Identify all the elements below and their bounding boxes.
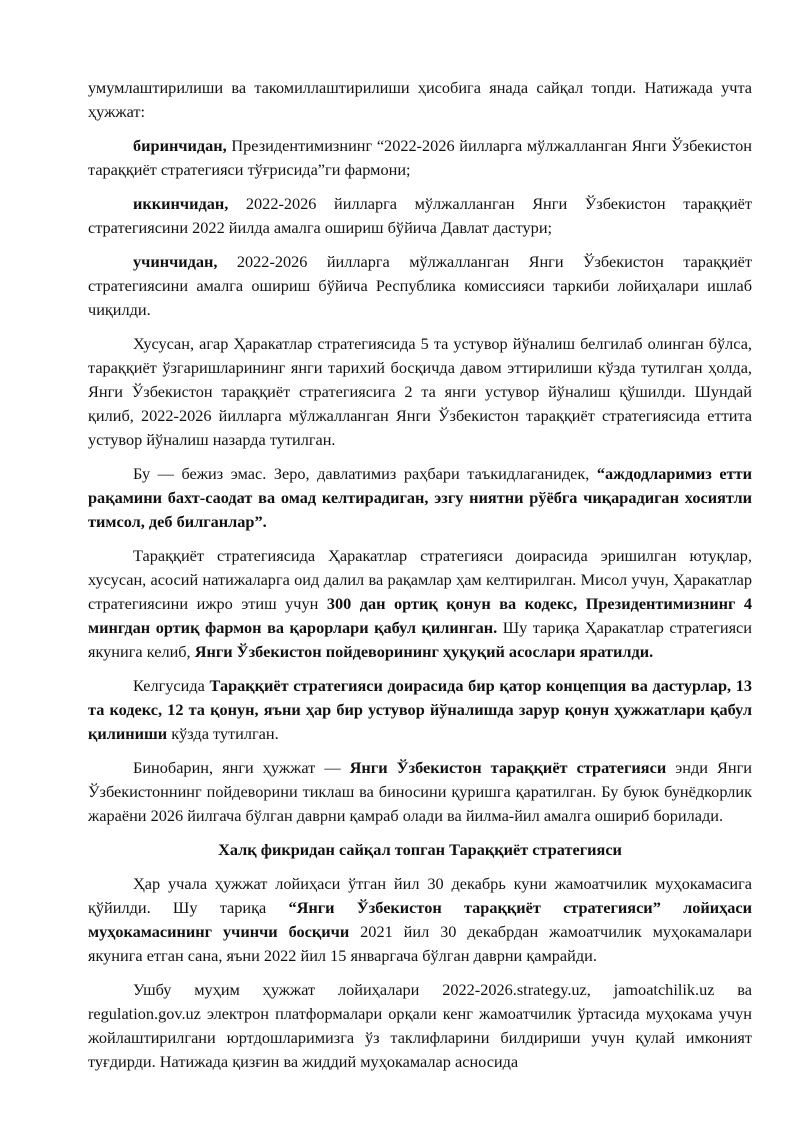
text-run: Ушбу муҳим ҳужжат лойиҳалари 2022-2026.strategy.uz, jamoatchilik.uz ва regulation.gov.uz электрон платформалари орқали кенг жамоатчилик ўртасида муҳокама учун жойлаштирилгани юртдошларимизга ўз таклифларини билдириши учун қулай имконият туғдирди. Натижада қизғин ва жиддий муҳокамалар асносида bbox=[88, 980, 752, 1071]
text-run: 2021 йил 30 декабрдан жамоатчилик муҳокамалари якунига етган сана, яъни 2022 йил 15 январгача бўлган даврни қамрайди. bbox=[88, 922, 752, 965]
text-run: 2022-2026 йилларга мўлжалланган Янги Ўзбекистон тараққиёт стратегиясини амалга ошириш бўйича Республика комиссияси таркиби лойиҳалари ишлаб чиқилди. bbox=[88, 252, 752, 319]
paragraph bbox=[88, 756, 752, 828]
bold-text: “Янги Ўзбекистон тараққиёт стратегияси” лойиҳаси муҳокамасининг учинчи босқичи bbox=[88, 898, 752, 941]
paragraph bbox=[88, 332, 752, 452]
bold-text: иккинчидан, bbox=[133, 194, 229, 213]
text-run: Ҳар учала ҳужжат лойиҳаси ўтган йил 30 декабрь куни жамоатчилик муҳокамасига қўйилди. Шу тариқа bbox=[88, 874, 752, 917]
text-run: Бинобарин, янги ҳужжат — bbox=[133, 758, 350, 777]
paragraph bbox=[88, 250, 752, 322]
text-run: Президентимизнинг “2022-2026 йилларга мўлжалланган Янги Ўзбекистон тараққиёт стратегияси тўғрисида”ги фармони; bbox=[88, 136, 752, 179]
text-run: 2022-2026 йилларга мўлжалланган Янги Ўзбекистон тараққиёт стратегиясини 2022 йилда амалга ошириш бўйича Давлат дастури; bbox=[88, 194, 752, 237]
paragraph bbox=[88, 76, 752, 124]
paragraph bbox=[88, 544, 752, 664]
text-run: кўзда тутилган. bbox=[167, 724, 279, 743]
text-block-1 bbox=[88, 76, 752, 828]
document-page bbox=[88, 76, 752, 1084]
text-run: Бу — бежиз эмас. Зеро, давлатимиз раҳбари таъкидлаганидек, bbox=[133, 464, 597, 483]
paragraph bbox=[88, 462, 752, 534]
text-block-2 bbox=[88, 872, 752, 1074]
paragraph bbox=[88, 192, 752, 240]
section-heading: Халқ фикридан сайқал топган Тараққиёт стратегияси bbox=[218, 840, 622, 859]
bold-text: Тараққиёт стратегияси доирасида бир қатор концепция ва дастурлар, 13 та кодекс, 12 та қонун, яъни ҳар бир устувор йўналишда зарур қонун ҳужжатлари қабул қилиниши bbox=[88, 676, 752, 743]
bold-text: Янги Ўзбекистон тараққиёт стратегияси bbox=[349, 758, 667, 777]
paragraph bbox=[88, 978, 752, 1074]
bold-text: 300 дан ортиқ қонун ва кодекс, Президентимизнинг 4 мингдан ортиқ фармон ва қарорлари қабул қилинган. bbox=[88, 594, 752, 637]
text-run: Тараққиёт стратегиясида Ҳаракатлар стратегияси доирасида эришилган ютуқлар, хусусан, асосий натижаларга оид далил ва рақамлар ҳам келтирилган. Мисол учун, Ҳаракатлар стратегиясини ижро этиш учун bbox=[88, 546, 752, 613]
bold-text: “аждодларимиз етти рақамини бахт-саодат ва омад келтирадиган, эзгу ниятни рўёбга чиқарадиган хосиятли тимсол, деб билганлар”. bbox=[88, 464, 752, 531]
text-run: Келгусида bbox=[133, 676, 210, 695]
paragraph bbox=[88, 674, 752, 746]
paragraph bbox=[88, 134, 752, 182]
text-run: Шу тариқа Ҳаракатлар стратегияси якунига келиб, bbox=[88, 618, 752, 661]
bold-text: учинчидан, bbox=[133, 252, 218, 271]
text-run: Хусусан, агар Ҳаракатлар стратегиясида 5 та устувор йўналиш белгилаб олинган бўлса, тараққиёт ўзгаришларининг янги тарихий босқичда давом эттирилиши кўзда тутилган ҳолда, Янги Ўзбекистон тараққиёт стратегиясига 2 та янги устувор йўналиш қўшилди. Шундай қилиб, 2022-2026 йилларга мўлжалланган Янги Ўзбекистон тараққиёт стратегиясида еттита устувор йўналиш назарда тутилган. bbox=[88, 334, 752, 449]
text-run: умумлаштирилиши ва такомиллаштирилиши ҳисобига янада сайқал топди. Натижада учта ҳужжат: bbox=[88, 78, 752, 121]
bold-text: Янги Ўзбекистон пойдеворининг ҳуқуқий асослари яратилди. bbox=[194, 642, 654, 661]
paragraph bbox=[88, 872, 752, 968]
text-run: энди Янги Ўзбекистоннинг пойдеворини тиклаш ва биносини қуришга қаратилган. Бу буюк бунёдкорлик жараёни 2026 йилгача бўлган даврни қамраб олади ва йилма-йил амалга ошириб борилади. bbox=[88, 758, 752, 825]
bold-text: биринчидан, bbox=[133, 136, 227, 155]
